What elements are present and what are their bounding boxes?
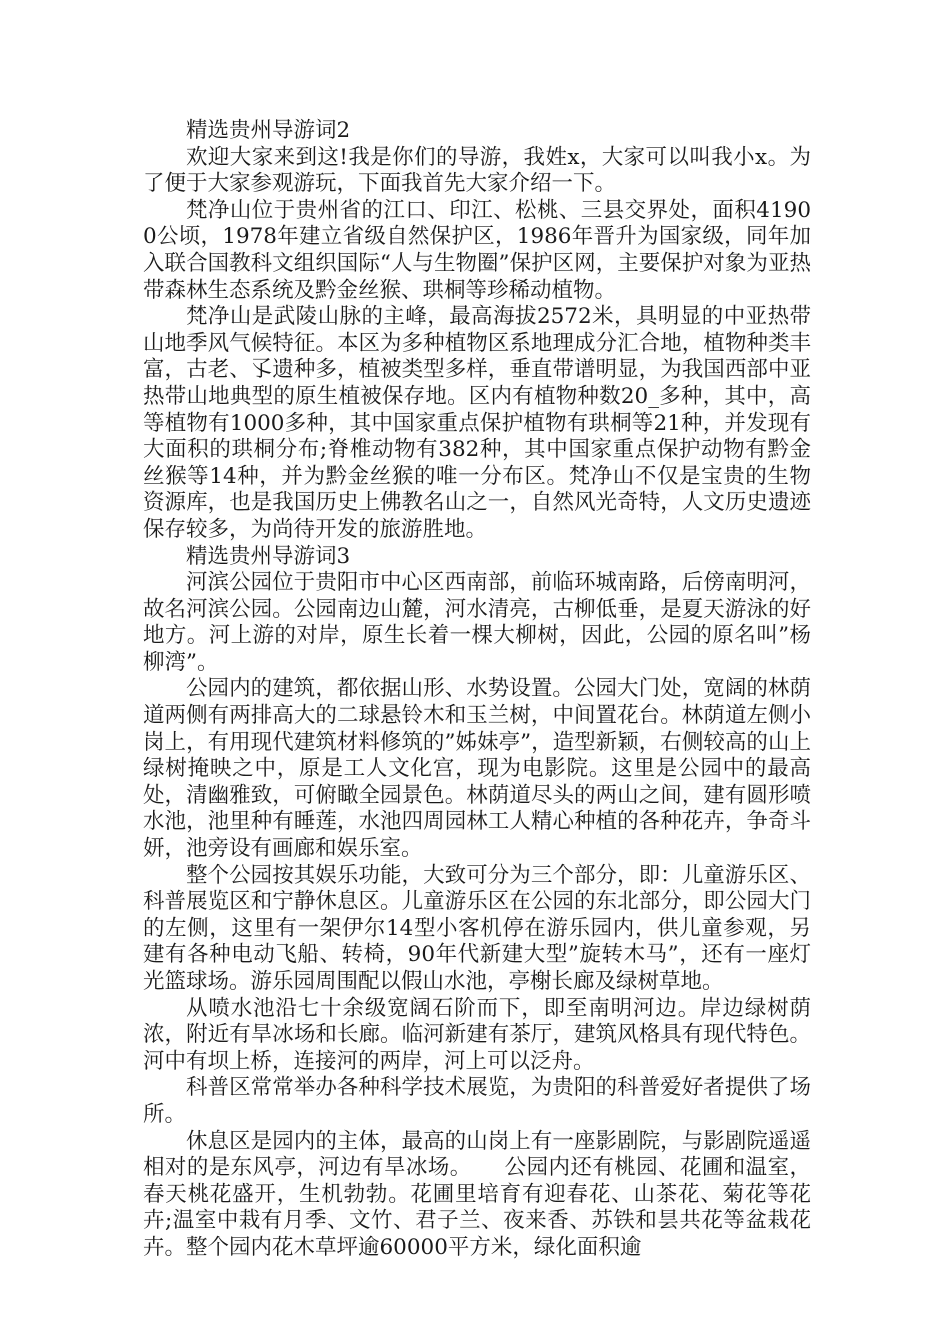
paragraph: 河滨公园位于贵阳市中心区西南部，前临环城南路，后傍南明河，故名河滨公园。公园南边山麓，河水清亮，古柳低垂，是夏天游泳的好地方。河上游的对岸，原生长着一棵大柳树，因此，公园的原名叫”杨柳湾”。 [143,570,811,675]
paragraph: 休息区是园内的主体，最高的山岗上有一座影剧院，与影剧院遥遥相对的是东风亭，河边有旱冰场。 公园内还有桃园、花圃和温室，春天桃花盛开，生机勃勃。花圃里培育有迎春花、山茶花、菊花等花卉;温室中栽有月季、文竹、君子兰、夜来香、苏铁和昙共花等盆栽花卉。整个园内花木草坪逾60000平方米，绿化面积逾 [143,1128,811,1260]
paragraph: 从喷水池沿七十余级宽阔石阶而下，即至南明河边。岸边绿树荫浓，附近有旱冰场和长廊。临河新建有茶厅，建筑风格具有现代特色。河中有坝上桥，连接河的两岸，河上可以泛舟。 [143,995,811,1074]
section-title: 精选贵州导游词2 [186,118,351,143]
paragraph: 梵净山位于贵州省的江口、印江、松桃、三县交界处，面积41900公顷，1978年建立省级自然保护区，1986年晋升为国家级，同年加入联合国教科文组织国际“人与生物圈”保护区网，主要保护对象为亚热带森林生态系统及黔金丝猴、珙桐等珍稀动植物。 [143,197,811,303]
paragraph: 科普区常常举办各种科学技术展览，为贵阳的科普爱好者提供了场所。 [143,1075,811,1127]
paragraph: 梵净山是武陵山脉的主峰，最高海拔2572米，具明显的中亚热带山地季风气候特征。本区为多种植物区系地理成分汇合地，植物种类丰富，古老、孓遗种多，植被类型多样，垂直带谱明显，为我国西部中亚热带山地典型的原生植被保存地。区内有植物种数20_多种，其中，高等植物有1000多种，其中国家重点保护植物有珙桐等21种，并发现有大面积的珙桐分布;脊椎动物有382种，其中国家重点保护动物有黔金丝猴等14种，并为黔金丝猴的唯一分布区。梵净山不仅是宝贵的生物资源库，也是我国历史上佛教名山之一，自然风光奇特，人文历史遗迹保存较多，为尚待开发的旅游胜地。 [143,304,811,542]
paragraph: 整个公园按其娱乐功能，大致可分为三个部分，即：儿童游乐区、科普展览区和宁静休息区。儿童游乐区在公园的东北部分，即公园大门的左侧，这里有一架伊尔14型小客机停在游乐园内，供儿童参观，另建有各种电动飞船、转椅，90年代新建大型”旋转木马”，还有一座灯光篮球场。游乐园周围配以假山水池，亭榭长廊及绿树草地。 [143,862,811,994]
document-page [143,118,811,1262]
paragraph: 欢迎大家来到这!我是你们的导游，我姓x，大家可以叫我小x。为了便于大家参观游玩，下面我首先大家介绍一下。 [143,144,811,197]
paragraph: 公园内的建筑，都依据山形、水势设置。公园大门处，宽阔的林荫道两侧有两排高大的二球悬铃木和玉兰树，中间置花台。林荫道左侧小岗上，有用现代建筑材料修筑的”姊妹亭”，造型新颖，右侧较高的山上绿树掩映之中，原是工人文化宫，现为电影院。这里是公园中的最高处，清幽雅致，可俯瞰全园景色。林荫道尽头的两山之间，建有圆形喷水池，池里种有睡莲，水池四周园林工人精心种植的各种花卉，争奇斗妍，池旁设有画廊和娱乐室。 [143,676,811,862]
section-title: 精选贵州导游词3 [186,543,351,569]
